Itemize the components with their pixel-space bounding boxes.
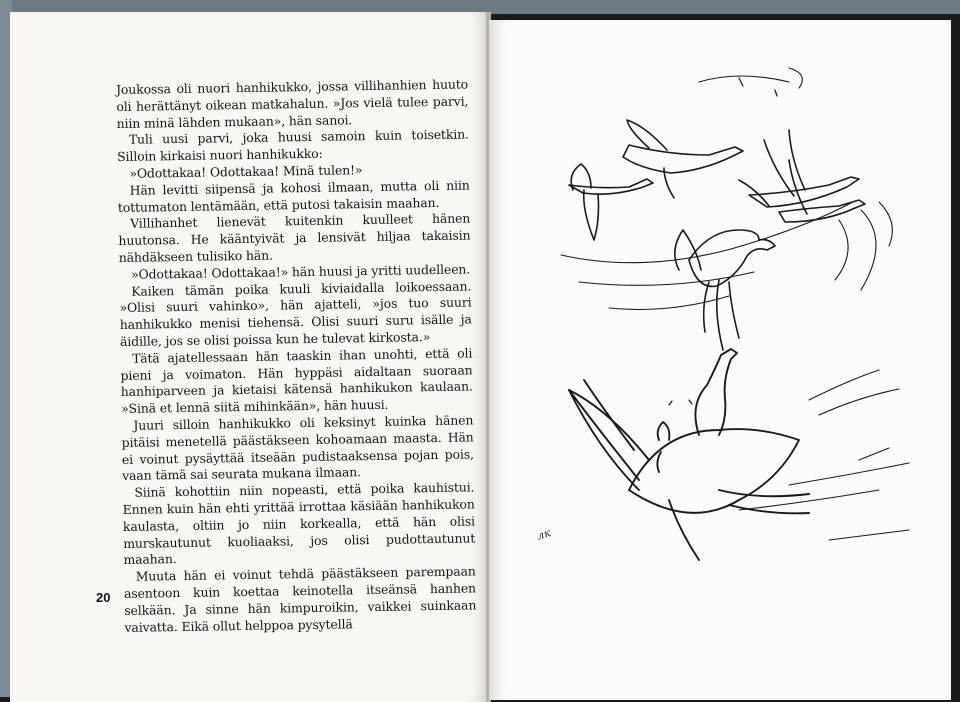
story-text: [116, 76, 477, 636]
paragraph: Juuri silloin hanhikukko oli keksinyt kuinka hänen pitäisi menetellä päästäkseen kohoamaan maasta. Hän ei voinut pysäyttää itseään pudistaaksensa pojan pois, vaan tämä sai seurata mukana ilmaan.: [121, 412, 474, 484]
paragraph: Kaiken tämän poika kuuli kiviaidalla loikoessaan. »Olisi suuri vahinko», hän ajatteli, »jos tuo suuri hanhikukko menisi tiehensä. Olisi suuri suru isälle ja äidille, jos se olisi poissa kun he tulevat kirkosta.»: [119, 278, 472, 349]
goose-5: [675, 230, 775, 350]
paragraph: Tuli uusi parvi, joka huusi samoin kuin toisetkin. Silloin kirkaisi nuori hanhikukko:: [117, 126, 469, 165]
page-number: 20: [96, 590, 111, 605]
left-page: [10, 12, 489, 702]
paragraph: »Odottakaa! Odottakaa! Minä tulen!»: [129, 162, 363, 181]
sky-marks: [669, 78, 777, 405]
paragraph: Hän levitti siipensä ja kohosi ilmaan, mutta oli niin tottumaton lentämään, että putosi takaisin maahan.: [117, 177, 470, 215]
paragraph: Siinä kohottiin niin nopeasti, että poika kauhistui. Ennen kuin hän ehti yrittää irrottaa käsiään hanhikukon kaulasta, oltiin jo niin korkealla, että hän olisi murskautunut kuoliaaksi, jos olisi pudottautunut maahan.: [122, 479, 476, 568]
wind-lines: [561, 68, 909, 540]
paragraph: Muuta hän ei voinut tehdä päästäkseen parempaan asentoon kuin koettaa keinotella itseänsä hanhen selkään. Ja sinne hän kimpuroikin, vaikkei suinkaan vaivatta. Eikä ollut helppoa pysytellä: [123, 563, 477, 635]
right-page: [489, 20, 951, 700]
paragraph: Joukossa oli nuori hanhikukko, jossa villihanhien huuto oli herättänyt oikean matkahalun. »Jos vielä tulee parvi, niin minä lähden mukaan», hän sanoi.: [116, 76, 469, 131]
paragraph: »Odottakaa! Odottakaa!» hän huusi ja yritti uudelleen.: [130, 261, 471, 282]
paragraph: Villihanhet lienevät kuitenkin kuulleet hänen huutonsa. He kääntyivät ja lensivät hiljaa takaisin nähdäkseen tulisiko hän.: [118, 210, 471, 265]
goose-2: [569, 164, 653, 240]
paragraph: Tätä ajatellessaan hän taaskin ihan unohti, että oli pieni ja voimaton. Hän hyppäsi aidaltaan suoraan hanhiparveen ja kietaisi kätensä hanhikukon kaulaan. »Sinä et lennä siitä mihinkään», hän huusi.: [120, 345, 473, 417]
gander-with-boy: [569, 349, 809, 560]
artist-signature: лк: [535, 526, 553, 543]
goose-1: [623, 120, 743, 198]
geese-illustration: [489, 20, 951, 700]
